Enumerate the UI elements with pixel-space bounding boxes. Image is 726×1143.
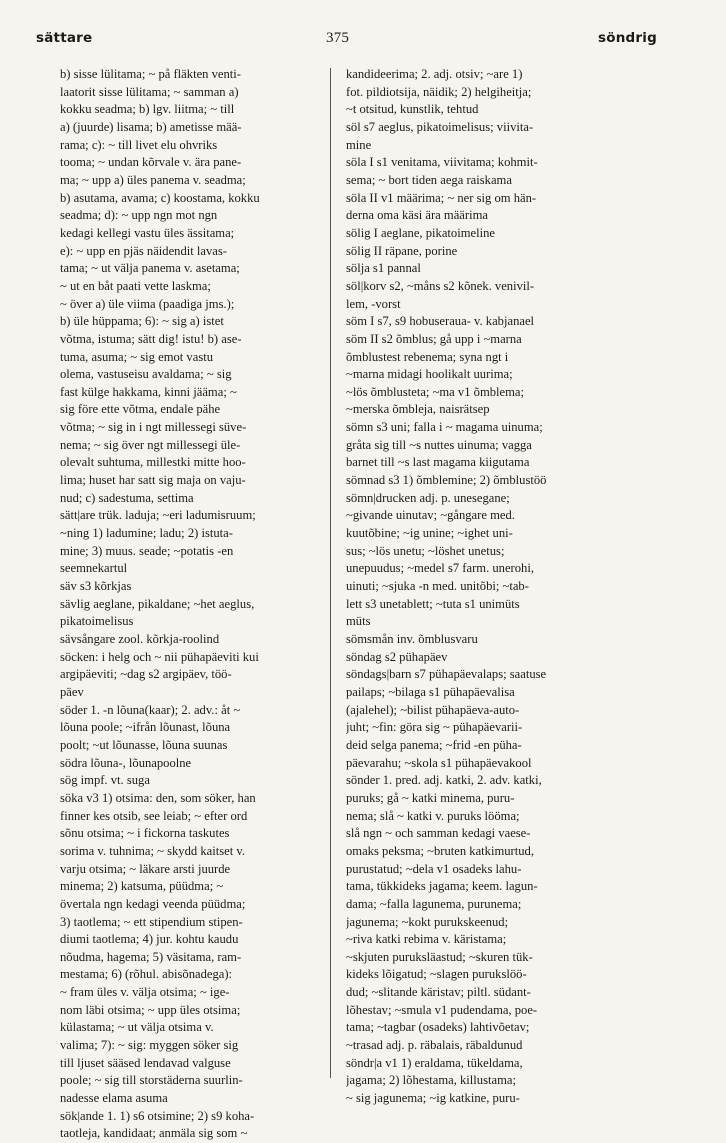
text-line: kandideerima; 2. adj. otsiv; ~are 1) — [346, 67, 523, 81]
text-line: sorima v. tuhnima; ~ skydd kaitset v. — [60, 843, 245, 858]
text-line: päevarahu; ~skola s1 pühapäevakool — [346, 755, 532, 770]
text-line: söndag s2 pühapäev — [346, 649, 448, 664]
text-line: päev — [60, 684, 84, 699]
text-line: söla I s1 venitama, viivitama; kohmit- — [346, 155, 538, 170]
text-line: omaks peksma; ~bruten katkimurtud, — [346, 843, 534, 858]
text-line: e): ~ upp en pjäs näidendit lavas- — [60, 243, 227, 258]
text-line: ~skjuten puruksläastud; ~skuren tük- — [346, 949, 533, 964]
text-line: till ljuset sääsed lendavad valguse — [60, 1055, 231, 1070]
text-line: söm I s7, s9 hobuseraua- v. kabjanael — [346, 314, 535, 329]
text-line: övertala ngn kedagi veenda püüdma; — [60, 896, 246, 911]
text-line: b) üle hüppama; 6): ~ sig a) istet — [60, 314, 224, 329]
text-line: poolt; ~ut lõunasse, lõuna suunas — [60, 737, 228, 752]
text-line: sök|ande 1. 1) s6 otsimine; 2) s9 koha- — [60, 1108, 255, 1123]
text-line: fot. pildiotsija, näidik; 2) helgiheitja; — [346, 84, 532, 99]
text-line: nõudma, hagema; 5) väsitama, ram- — [60, 949, 242, 964]
text-line: södra lõuna-, lõunapoolne — [60, 755, 192, 770]
text-line: sölig I aeglane, pikatoimeline — [346, 225, 495, 240]
text-line: sus; ~lös unetu; ~löshet unetus; — [346, 543, 505, 558]
text-line: ~ fram üles v. välja otsima; ~ ige- — [60, 985, 230, 1000]
text-line: söl s7 aeglus, pikatoimelisus; viivita- — [346, 119, 534, 134]
text-line: olema, vastuseisu avaldama; ~ sig — [60, 367, 232, 382]
text-line: nema; ~ sig över ngt millessegi üle- — [60, 437, 241, 452]
text-line: sölig II räpane, porine — [346, 243, 458, 258]
text-line: pailaps; ~bilaga s1 pühapäevalisa — [346, 684, 515, 699]
text-line: söndags|barn s7 pühapäevalaps; saatuse — [346, 667, 547, 682]
text-line: ~ sig jagunema; ~ig katkine, puru- — [346, 1091, 520, 1106]
text-line: sölja s1 pannal — [346, 261, 421, 276]
text-line: rama; c): ~ till livet elu ohvriks — [60, 137, 218, 152]
text-line: müts — [346, 614, 371, 629]
text-line: laatorit sisse lülitama; ~ samman a) — [60, 84, 239, 99]
text-line: kedagi kellegi vastu üles ässitama; — [60, 225, 235, 240]
text-line: ~t otsitud, kunstlik, tehtud — [346, 102, 479, 117]
text-line: kideks lõigatud; ~slagen purukslöö- — [346, 967, 527, 982]
text-line: olevalt suhtuma, millestki mitte hoo- — [60, 455, 246, 470]
column-divider — [330, 68, 331, 1078]
text-line: mine; 3) muus. seade; ~potatis -en — [60, 543, 234, 558]
text-line: söder 1. -n lõuna(kaar); 2. adv.: åt ~ — [60, 702, 241, 717]
header-right-guideword: söndrig — [598, 30, 657, 46]
text-line: tama, tükkideks jagama; keem. lagun- — [346, 879, 538, 894]
text-line: sömn|drucken adj. p. unesegane; — [346, 490, 510, 505]
text-line: ~lös õmblusteta; ~ma v1 õmblema; — [346, 384, 525, 399]
text-line: külastama; ~ ut välja otsima v. — [60, 1020, 214, 1035]
text-line: slå ngn ~ och samman kedagi vaese- — [346, 826, 531, 841]
text-line: lima; huset har satt sig maja on vaju- — [60, 473, 246, 488]
text-line: õmblustest rebenema; syna ngt i — [346, 349, 509, 364]
text-line: sömsmån inv. õmblusvaru — [346, 632, 478, 646]
text-line: fast külge hakkama, kinni jääma; ~ — [60, 384, 237, 399]
text-line: b) asutama, avama; c) koostama, kokku — [60, 190, 260, 205]
text-line: dama; ~falla lagunema, purunema; — [346, 896, 522, 911]
text-line: võtma; ~ sig in i ngt millessegi süve- — [60, 420, 247, 435]
text-line: derna oma käsi ära määrima — [346, 208, 488, 223]
text-line: ~riva katki rebima v. käristama; — [346, 932, 507, 947]
left-column — [60, 66, 360, 1143]
page-number: 375 — [326, 30, 350, 46]
text-line: nud; c) sadestuma, settima — [60, 490, 194, 505]
text-line: ma; ~ upp a) üles panema v. seadma; — [60, 172, 246, 187]
text-line: söndr|a v1 1) eraldama, tükeldama, — [346, 1055, 523, 1070]
header-left-guideword: sättare — [36, 30, 93, 46]
text-line: lõuna poole; ~ifrån lõunast, lõuna — [60, 720, 231, 735]
text-line: kuutõbine; ~ig unine; ~ighet uni- — [346, 526, 513, 541]
text-line: säv s3 kõrkjas — [60, 579, 132, 594]
text-line: puruks; gå ~ katki minema, puru- — [346, 790, 515, 805]
text-line: ~ över a) üle viima (paadiga jms.); — [60, 296, 235, 311]
text-line: mine — [346, 137, 372, 152]
text-line: dud; ~slitande käristav; piltl. südant- — [346, 985, 531, 1000]
text-line: ~ ut en båt paati vette laskma; — [60, 278, 211, 293]
text-line: varju otsima; ~ läkare arsti juurde — [60, 861, 231, 876]
text-line: juht; ~fin: göra sig ~ pühapäevarii- — [346, 720, 523, 735]
text-line: ~trasad adj. p. räbalais, räbaldunud — [346, 1038, 523, 1053]
text-line: lett s3 unetablett; ~tuta s1 unimüts — [346, 596, 520, 611]
text-line: sävsångare zool. kõrkja-roolind — [60, 632, 220, 646]
text-line: ~ning 1) ladumine; ladu; 2) istuta- — [60, 526, 233, 541]
text-line: sig före ette võtma, endale pähe — [60, 402, 221, 417]
text-line: barnet till ~s last magama kiigutama — [346, 455, 530, 470]
text-line: söcken: i helg och ~ nii pühapäeviti kui — [60, 649, 259, 664]
text-line: ~merska õmbleja, naisrätsep — [346, 402, 490, 417]
text-line: seadma; d): ~ upp ngn mot ngn — [60, 208, 218, 223]
text-line: lem, -vorst — [346, 296, 401, 311]
text-line: söka v3 1) otsima: den, som söker, han — [60, 790, 256, 805]
text-line: mestama; 6) (rõhul. abisõnadega): — [60, 967, 233, 982]
text-line: jagama; 2) lõhestama, killustama; — [346, 1073, 516, 1088]
text-line: taotleja, kandidaat; anmäla sig som ~ — [60, 1126, 248, 1141]
text-line: b) sisse lülitama; ~ på fläkten venti- — [60, 67, 241, 81]
text-line: minema; 2) katsuma, püüdma; ~ — [60, 879, 224, 894]
text-line: tooma; ~ undan kõrvale v. ära pane- — [60, 155, 242, 170]
text-line: (ajalehel); ~bilist pühapäeva-auto- — [346, 702, 520, 717]
text-line: nadesse elama asuma — [60, 1091, 168, 1106]
text-line: sömnad s3 1) õmblemine; 2) õmblustöö — [346, 473, 547, 488]
text-line: kokku seadma; b) lgv. liitma; ~ till — [60, 102, 235, 117]
text-line: purustatud; ~dela v1 osadeks lahu- — [346, 861, 522, 876]
text-line: sömn s3 uni; falla i ~ magama uinuma; — [346, 420, 543, 435]
text-line: nema; slå ~ katki v. puruks lööma; — [346, 808, 520, 823]
text-line: pikatoimelisus — [60, 614, 134, 629]
text-line: söla II v1 määrima; ~ ner sig om hän- — [346, 190, 537, 205]
text-line: võtma, istuma; sätt dig! istu! b) ase- — [60, 331, 242, 346]
text-line: sema; ~ bort tiden aega raiskama — [346, 172, 512, 187]
text-line: sävlig aeglane, pikaldane; ~het aeglus, — [60, 596, 255, 611]
text-line: poole; ~ sig till storstäderna suurlin- — [60, 1073, 243, 1088]
text-line: söl|korv s2, ~måns s2 kõnek. venivil- — [346, 278, 535, 293]
text-line: ~givande uinutav; ~gångare med. — [346, 508, 515, 523]
text-line: deid selga panema; ~frid -en püha- — [346, 737, 522, 752]
text-line: valima; 7): ~ sig: myggen söker sig — [60, 1038, 239, 1053]
text-line: tuma, asuma; ~ sig emot vastu — [60, 349, 214, 364]
text-line: lõhestav; ~smula v1 pudendama, poe- — [346, 1002, 538, 1017]
text-line: argipäeviti; ~dag s2 argipäev, töö- — [60, 667, 232, 682]
text-line: 3) taotlema; ~ ett stipendium stipen- — [60, 914, 243, 929]
text-line: sõnu otsima; ~ i fickorna taskutes — [60, 826, 230, 841]
text-line: tama; ~ ut välja panema v. asetama; — [60, 261, 240, 276]
text-line: tama; ~tagbar (osadeks) lahtivõetav; — [346, 1020, 530, 1035]
text-line: sög impf. vt. suga — [60, 773, 150, 788]
text-line: jagunema; ~kokt purukskeenud; — [346, 914, 509, 929]
text-line: sätt|are trük. laduja; ~eri ladumisruum; — [60, 508, 256, 523]
text-line: nom läbi otsima; ~ upp üles otsima; — [60, 1002, 241, 1017]
text-line: unepuudus; ~medel s7 farm. unerohi, — [346, 561, 534, 576]
text-line: diumi taotlema; 4) jur. kohtu kaudu — [60, 932, 239, 947]
text-line: a) (juurde) lisama; b) ametisse mää- — [60, 119, 242, 134]
right-column — [346, 66, 652, 1108]
text-line: söm II s2 õmblus; gå upp i ~marna — [346, 331, 522, 346]
text-line: sönder 1. pred. adj. katki, 2. adv. katki, — [346, 773, 542, 788]
text-line: finner kes otsib, see leiab; ~ efter ord — [60, 808, 248, 823]
text-line: ~marna midagi hoolikalt uurima; — [346, 367, 513, 382]
text-line: uinuti; ~sjuka -n med. unitõbi; ~tab- — [346, 579, 529, 594]
text-line: seemnekartul — [60, 561, 128, 576]
text-line: gråta sig till ~s nuttes uinuma; vagga — [346, 437, 532, 452]
